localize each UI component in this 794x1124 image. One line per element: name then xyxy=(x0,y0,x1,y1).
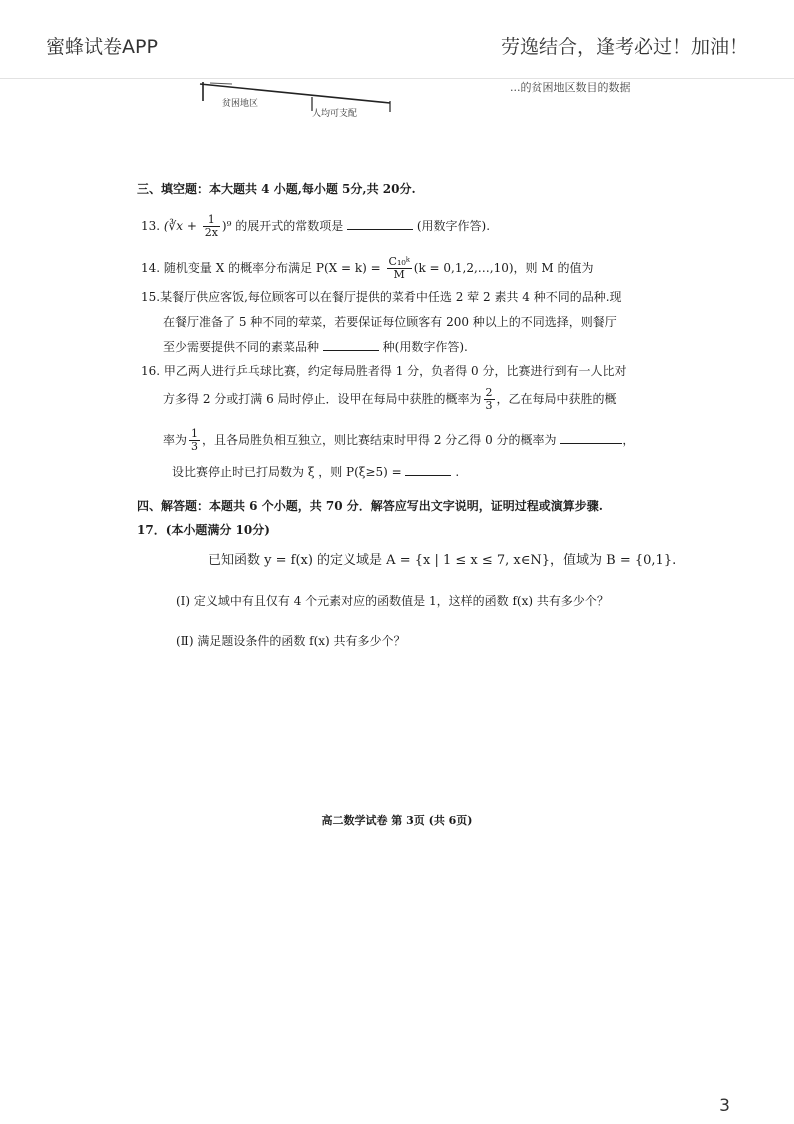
question-16-line1 xyxy=(141,362,626,380)
q13-fraction xyxy=(203,214,220,239)
q16-p2-den: 3 xyxy=(191,440,199,453)
q13-frac-den: 2x xyxy=(204,226,218,239)
q13-expr-pre: (∛x + xyxy=(163,219,201,233)
q16-text-line2-post: ，乙在每局中获胜的概 xyxy=(496,392,617,406)
q13-expr-post: )⁹ 的展开式的常数项是 xyxy=(221,219,344,233)
q16-text-line3-end: ， xyxy=(622,433,635,447)
q15-text-line1: 某餐厅供应客饭,每位顾客可以在餐厅提供的菜肴中任选 2 荤 2 素共 4 种不同的品种.现 xyxy=(160,290,622,304)
q14-frac-den: M xyxy=(393,268,405,281)
q16-text-line4-pre: 设比赛停止时已打局数为 ξ ，则 P(ξ≥5) = xyxy=(172,465,406,479)
q14-expr-post: (k = 0,1,2,…,10)，则 M 的值为 xyxy=(413,261,594,275)
question-16-line3 xyxy=(163,425,634,455)
q16-p1-num: 2 xyxy=(485,386,493,399)
q16-text-line3-pre: 率为 xyxy=(163,433,188,447)
q13-tail: (用数字作答). xyxy=(416,219,491,233)
app-name: 蜜蜂试卷APP xyxy=(46,36,158,58)
question-15-line3 xyxy=(163,338,468,356)
scan-text-fragment: ...的贫困地区数目的数据 xyxy=(510,81,631,94)
q16-text-line4-end: . xyxy=(455,465,460,479)
q16-prob-fraction-1 xyxy=(484,387,495,412)
q16-prob-fraction-2 xyxy=(189,428,200,453)
q17-title: 17．(本小题满分 10分) xyxy=(137,523,270,537)
q16-p2-num: 1 xyxy=(191,427,199,440)
q15-number: 15. xyxy=(141,290,161,304)
table-label-region: 贫困地区 xyxy=(222,99,259,109)
table-label-income: 人均可支配 xyxy=(312,109,358,119)
q13-answer-blank xyxy=(347,217,413,230)
question-13 xyxy=(141,213,490,239)
q16-text-line2-pre: 方多得 2 分或打满 6 局时停止．设甲在每局中获胜的概率为 xyxy=(163,392,482,406)
q14-expr-pre: 随机变量 X 的概率分布满足 P(X = k) = xyxy=(163,261,385,275)
q16-answer-blank-2 xyxy=(405,463,451,476)
question-16-line4 xyxy=(172,463,459,481)
q14-frac-num: C₁₀ᵏ xyxy=(388,255,410,268)
q14-fraction xyxy=(387,256,412,281)
q17-part2: (Ⅱ) 满足题设条件的函数 f(x) 共有多少个？ xyxy=(176,634,406,648)
q16-text-line3-post: ，且各局胜负相互独立，则比赛结束时甲得 2 分乙得 0 分的概率为 xyxy=(202,433,557,447)
question-16-line2 xyxy=(163,384,617,414)
q15-text-line3-post: 种(用数字作答). xyxy=(382,340,468,354)
q16-text-line1: 甲乙两人进行乒乓球比赛，约定每局胜者得 1 分，负者得 0 分，比赛进行到有一人比对 xyxy=(163,364,627,378)
q14-number: 14. xyxy=(141,261,161,275)
q16-p1-den: 3 xyxy=(485,399,493,412)
exam-footer: 高二数学试卷 第 3页 (共 6页) xyxy=(321,814,473,827)
q17-stem: 已知函数 y = f(x) 的定义域是 A = {x | 1 ≤ x ≤ 7, x∈N}，值域为 B = {0,1}. xyxy=(208,553,677,568)
question-14 xyxy=(141,255,593,281)
page-number: 3 xyxy=(719,1096,730,1116)
q15-text-line3-pre: 至少需要提供不同的素菜品种 xyxy=(163,340,320,354)
q13-number: 13. xyxy=(141,219,161,233)
q15-text-line2: 在餐厅准备了 5 种不同的荤菜，若要保证每位顾客有 200 种以上的不同选择，则餐厅 xyxy=(163,315,617,329)
q15-answer-blank xyxy=(323,338,379,351)
section4-heading: 四、解答题：本题共 6 个小题，共 70 分．解答应写出文字说明，证明过程或演算步骤. xyxy=(137,499,603,513)
section3-heading: 三、填空题：本大题共 4 小题,每小题 5分,共 20分. xyxy=(137,182,416,196)
q16-answer-blank-1 xyxy=(560,431,622,444)
app-slogan: 劳逸结合，逢考必过！加油！ xyxy=(500,36,748,58)
q16-number: 16. xyxy=(141,364,161,378)
question-15-line1 xyxy=(141,288,622,306)
q17-part1: (Ⅰ) 定义域中有且仅有 4 个元素对应的函数值是 1，这样的函数 f(x) 共有多少个？ xyxy=(176,594,609,608)
q13-frac-num: 1 xyxy=(203,214,220,227)
